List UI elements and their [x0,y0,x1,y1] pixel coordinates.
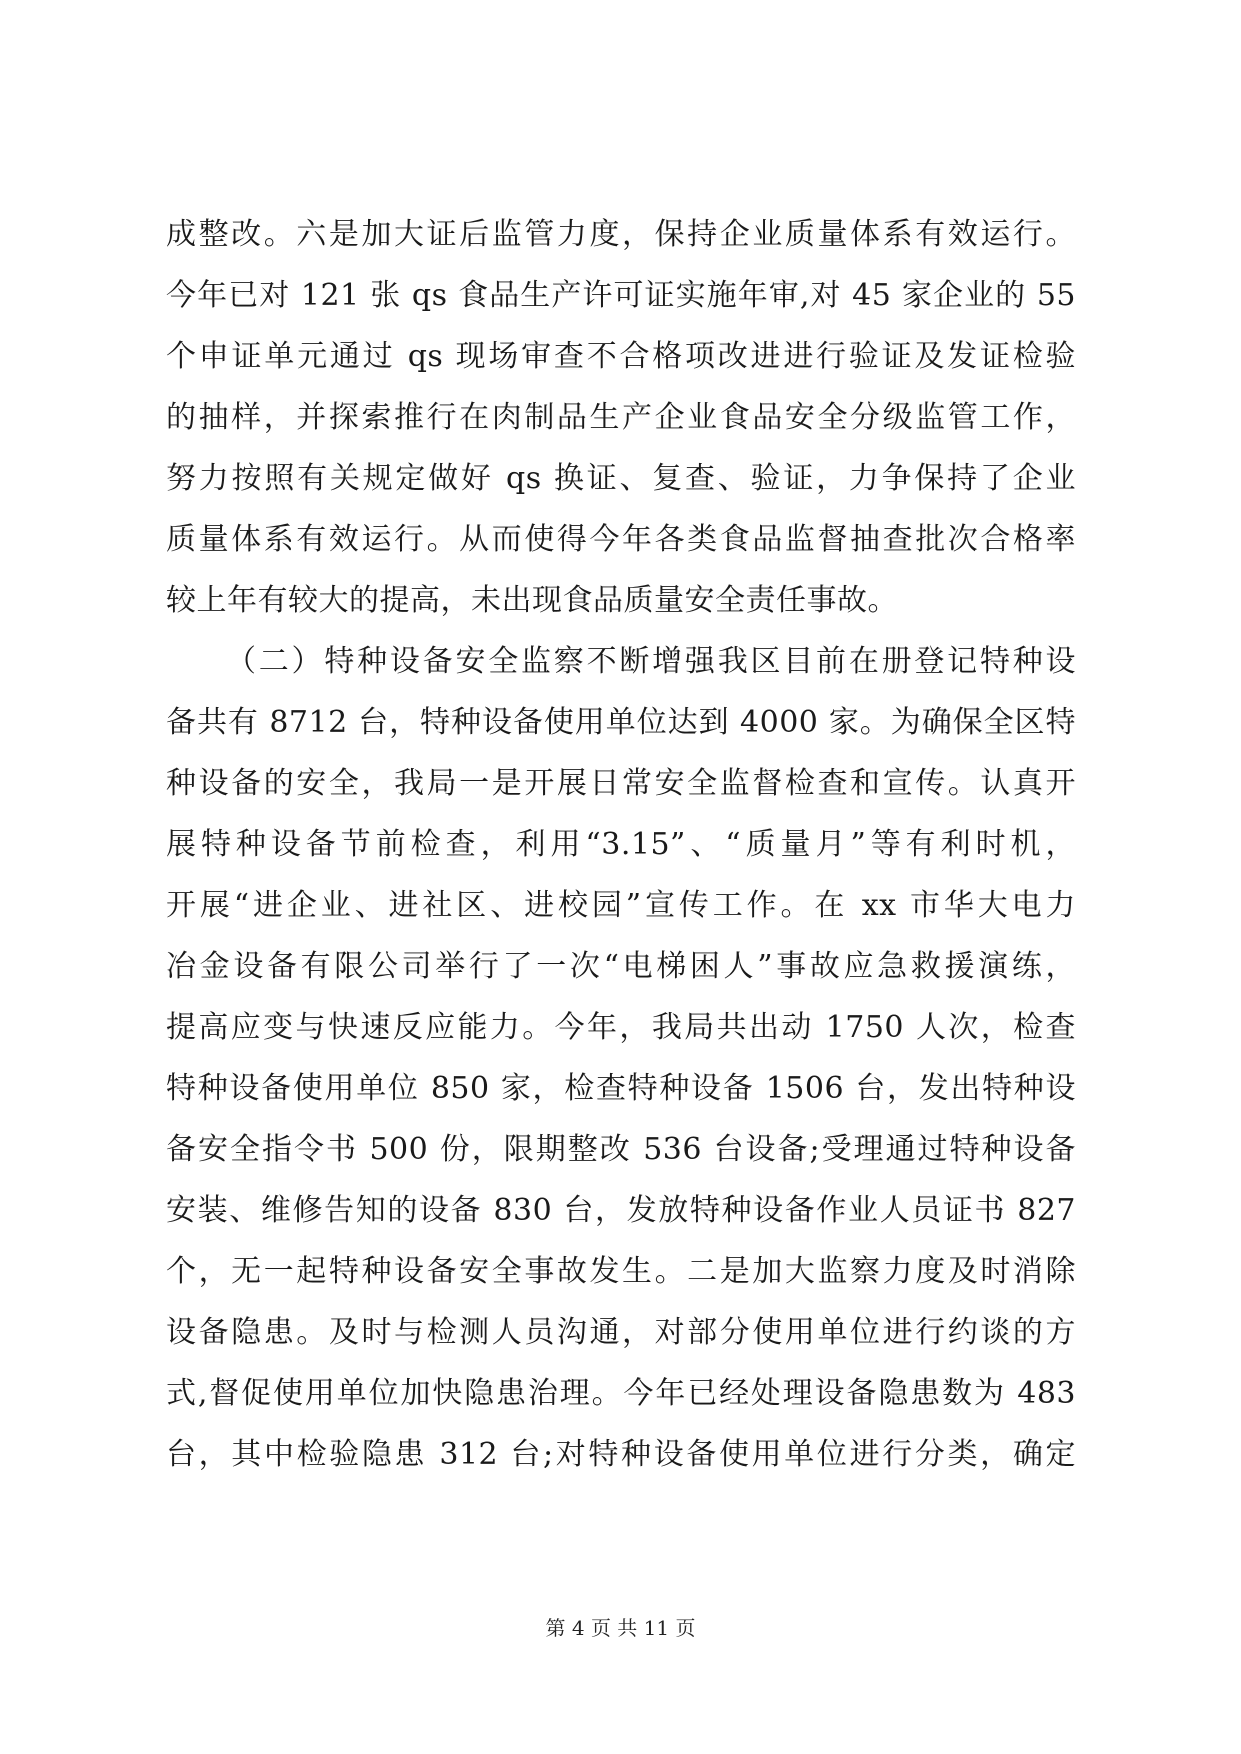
text-line: 今年已对 121 张 qs 食品生产许可证实施年审,对 45 家企业的 55 [166,278,1076,313]
text-line: 努力按照有关规定做好 qs 换证、复查、验证，力争保持了企业 [166,461,1076,496]
text-line: 特种设备使用单位 850 家，检查特种设备 1506 台，发出特种设 [166,1071,1076,1106]
text-line: 提高应变与快速反应能力。今年，我局共出动 1750 人次，检查 [166,1010,1076,1045]
text-line: 成整改。六是加大证后监管力度，保持企业质量体系有效运行。 [166,217,1076,252]
text-line: 个申证单元通过 qs 现场审查不合格项改进进行验证及发证检验 [166,339,1076,374]
text-line: 种设备的安全，我局一是开展日常安全监督检查和宣传。认真开 [166,766,1076,801]
text-line: 较上年有较大的提高，未出现食品质量安全责任事故。 [166,583,898,618]
text-line: 质量体系有效运行。从而使得今年各类食品监督抽查批次合格率 [166,522,1076,557]
text-line: 的抽样，并探索推行在肉制品生产企业食品安全分级监管工作， [166,400,1076,435]
text-line: 台，其中检验隐患 312 台;对特种设备使用单位进行分类，确定 [166,1437,1076,1472]
text-line: 个，无一起特种设备安全事故发生。二是加大监察力度及时消除 [166,1254,1076,1289]
text-line: 备安全指令书 500 份，限期整改 536 台设备;受理通过特种设备 [166,1132,1076,1167]
text-line: 备共有 8712 台，特种设备使用单位达到 4000 家。为确保全区特 [166,705,1076,740]
text-line: 冶金设备有限公司举行了一次“电梯困人”事故应急救援演练， [166,949,1076,984]
section-heading-line: （二）特种设备安全监察不断增强我区目前在册登记特种设 [226,644,1076,679]
text-line: 安装、维修告知的设备 830 台，发放特种设备作业人员证书 827 [166,1193,1076,1228]
body-text [166,204,1076,1485]
text-line: 式,督促使用单位加快隐患治理。今年已经处理设备隐患数为 483 [166,1376,1076,1411]
text-line: 开展“进企业、进社区、进校园”宣传工作。在 xx 市华大电力 [166,888,1076,923]
text-line: 展特种设备节前检查，利用“3.15”、“质量月”等有利时机， [166,827,1076,862]
text-line: 设备隐患。及时与检测人员沟通，对部分使用单位进行约谈的方 [166,1315,1076,1350]
page-number-footer: 第 4 页 共 11 页 [545,1616,696,1640]
